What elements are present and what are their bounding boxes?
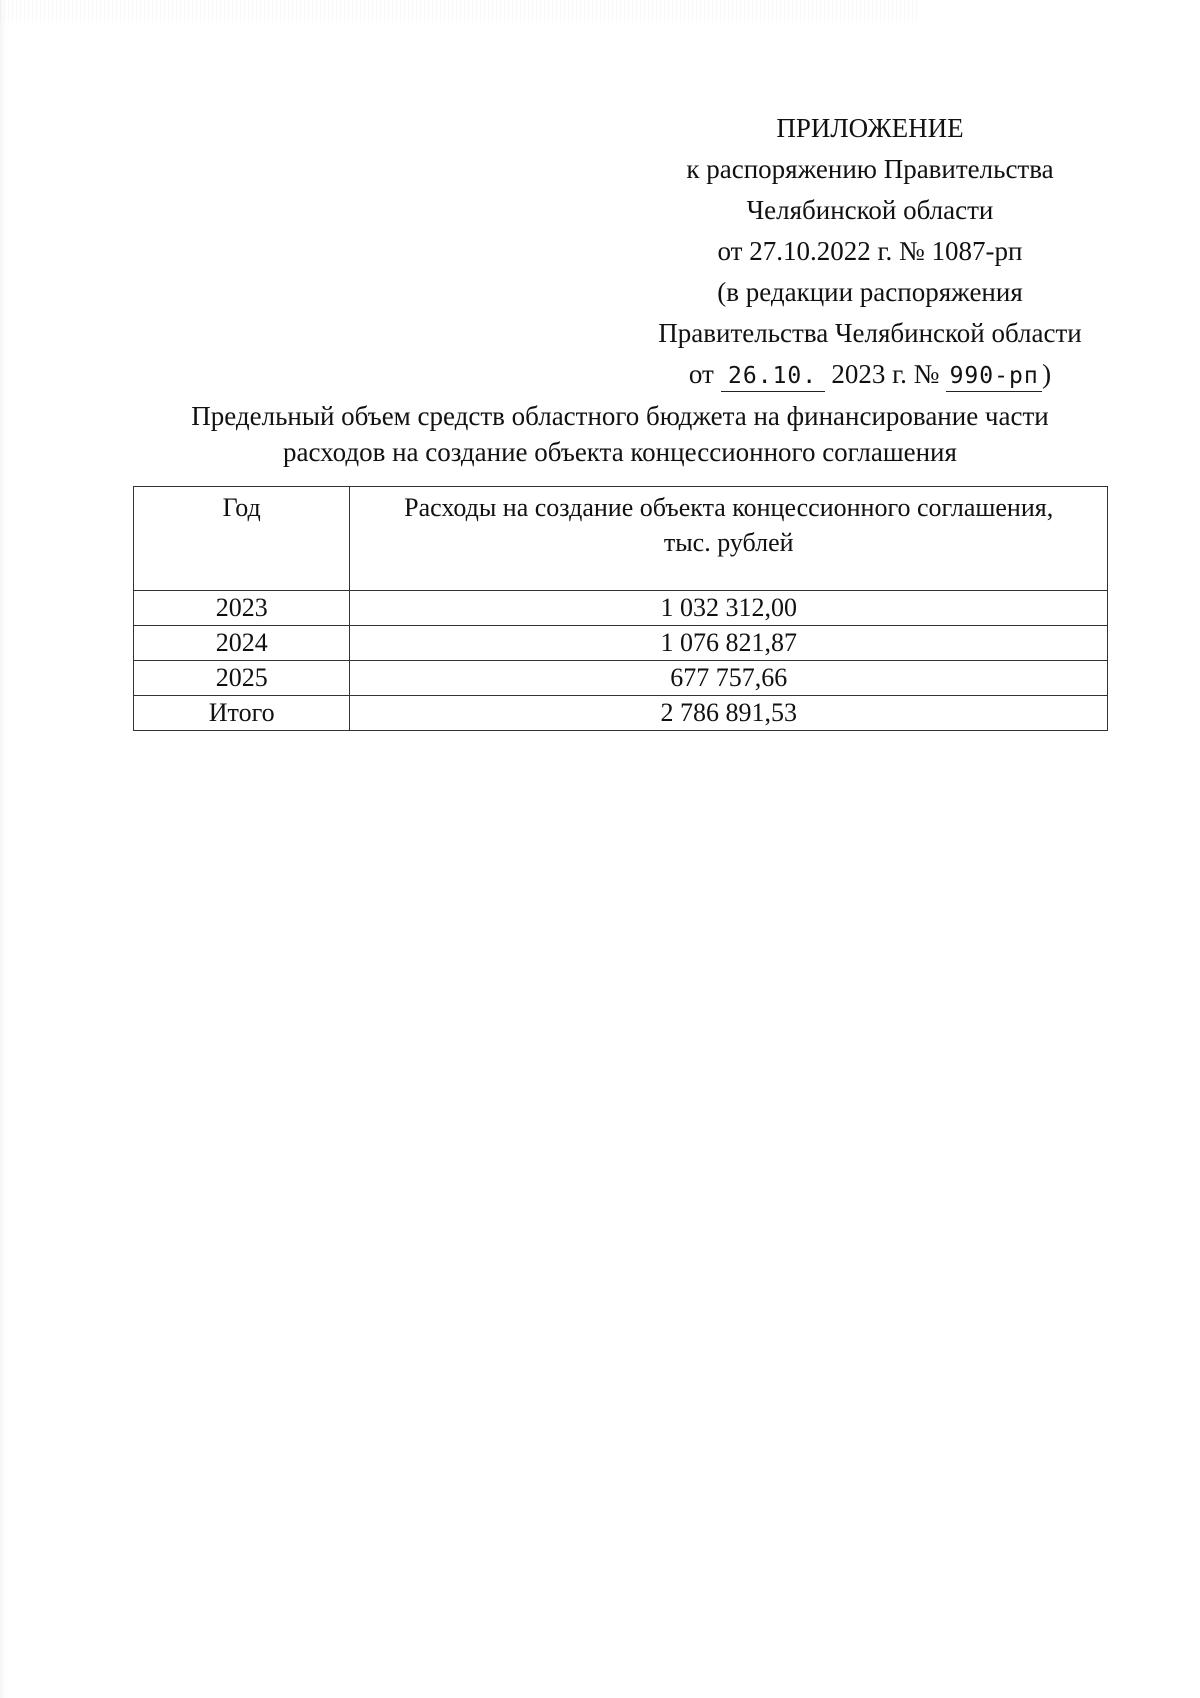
budget-table [133,486,1108,731]
appendix-block [600,108,1140,395]
table-row [134,661,1108,696]
header-expenses [350,487,1108,591]
document-title-line-1: Предельный объем средств областного бюджета на финансирование части [191,401,1049,431]
table-row [134,591,1108,626]
row-value: 1 076 821,87 [350,626,1108,661]
total-value: 2 786 891,53 [350,696,1108,731]
appendix-line-6: Правительства Челябинской области [658,318,1082,348]
scan-noise [0,0,920,22]
scan-edge [0,0,6,1698]
row-value: 1 032 312,00 [350,591,1108,626]
appendix-line-2: к распоряжению Правительства [686,154,1054,184]
row-year: 2024 [134,626,350,661]
document-title-line-2: расходов на создание объекта концессионного соглашения [283,437,957,467]
document-title [120,398,1120,470]
header-expenses-line-2: тыс. рублей [663,528,794,557]
appendix-line-7 [600,354,1140,395]
table-total-row [134,696,1108,731]
amendment-date: 26.10. [721,361,825,392]
total-label: Итого [134,696,350,731]
amendment-close-paren: ) [1042,359,1052,389]
amendment-date-prefix: от [688,359,714,389]
row-year: 2023 [134,591,350,626]
amendment-number: 990-рп [946,361,1042,392]
appendix-heading: ПРИЛОЖЕНИЕ [776,113,964,143]
appendix-line-3: Челябинской области [746,195,994,225]
row-value: 677 757,66 [350,661,1108,696]
table-row [134,626,1108,661]
row-year: 2025 [134,661,350,696]
appendix-line-4: от 27.10.2022 г. № 1087-рп [717,236,1023,266]
header-expenses-line-1: Расходы на создание объекта концессионного соглашения, [404,493,1054,522]
header-year: Год [134,487,350,591]
appendix-line-5: (в редакции распоряжения [717,277,1023,307]
amendment-year-label: 2023 г. № [831,359,940,389]
table-header-row [134,487,1108,591]
